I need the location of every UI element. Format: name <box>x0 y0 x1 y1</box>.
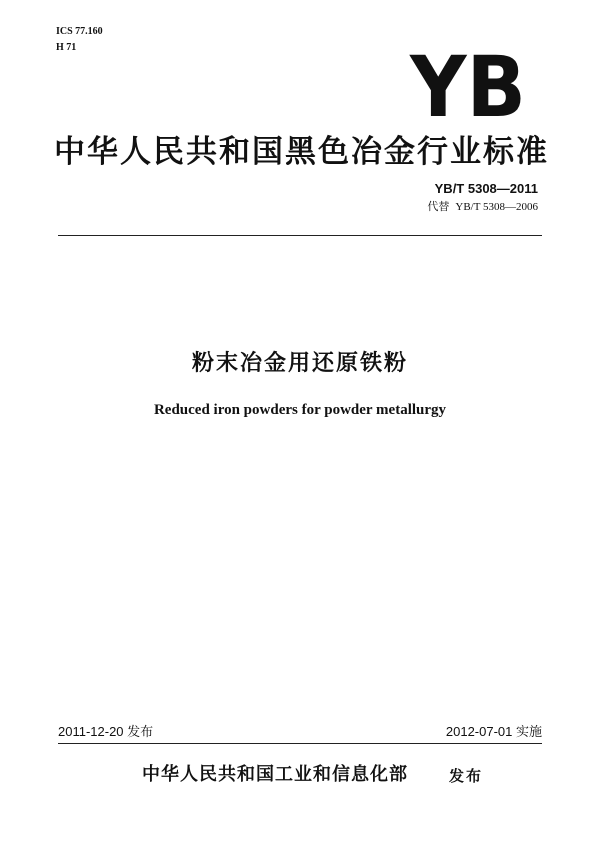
implement-date: 2012-07-01 实施 <box>445 724 542 739</box>
replaces-label: 代替 <box>427 200 450 213</box>
replaced-standard-number: YB/T 5308—2006 <box>455 201 538 213</box>
document-title-en: Reduced iron powders for powder metallurgy <box>153 402 447 418</box>
document-title-cn: 粉末冶金用还原铁粉 <box>191 351 408 376</box>
industry-standard-title: 中华人民共和国黑色冶金行业标准 <box>54 134 549 170</box>
svg-text:YB: YB <box>409 52 526 122</box>
publish-date: 2011-12-20 发布 <box>58 724 154 739</box>
top-divider <box>58 235 542 236</box>
replaces-line <box>427 200 538 214</box>
bottom-divider <box>58 743 542 744</box>
yb-logo <box>408 52 528 122</box>
issuing-authority: 中华人民共和国工业和信息化部 <box>142 764 408 785</box>
classification-code: H 71 <box>56 42 77 53</box>
standard-number: YB/T 5308—2011 <box>434 181 538 196</box>
ics-code: ICS 77.160 <box>56 26 103 37</box>
issue-label: 发布 <box>449 767 484 785</box>
